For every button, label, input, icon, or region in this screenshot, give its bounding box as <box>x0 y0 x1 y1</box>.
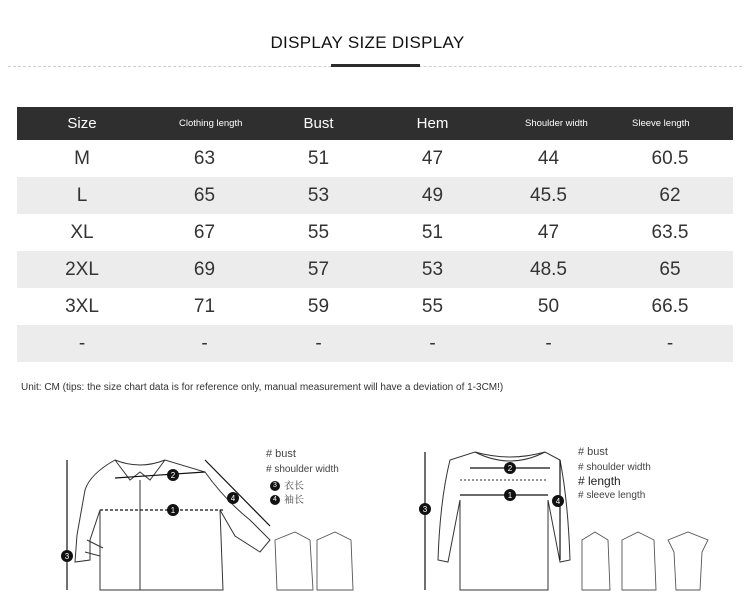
legend-left-bust: # bust <box>266 448 296 460</box>
bust-cell: 59 <box>307 295 330 317</box>
shoulder-width-cell: 44 <box>537 147 560 169</box>
hem-cell: 47 <box>421 147 444 169</box>
column-header-hem: Hem <box>375 107 490 140</box>
hem-cell: 53 <box>375 251 490 288</box>
marker-4: 4 <box>555 497 561 506</box>
legend-left-shoulder-width: # shoulder width <box>266 464 339 475</box>
bust-cell: 51 <box>307 147 330 169</box>
column-header-bust: Bust <box>262 107 375 140</box>
marker-3: 3 <box>422 505 428 514</box>
sleeve-length-cell: - <box>607 325 733 362</box>
bust-cell: 57 <box>262 251 375 288</box>
bust-cell: 55 <box>307 221 330 243</box>
marker-4-badge: 4 <box>270 495 280 505</box>
size-cell: 3XL <box>65 295 99 317</box>
hem-cell: - <box>375 325 490 362</box>
clothing-length-cell: 71 <box>193 295 216 317</box>
legend-right-shoulder-width: # shoulder width <box>578 462 651 473</box>
shoulder-width-cell: 48.5 <box>490 251 607 288</box>
table-row <box>17 214 733 251</box>
clothing-length-cell: 63 <box>193 147 216 169</box>
shoulder-width-cell: 50 <box>537 295 560 317</box>
sweater-measurement-diagram <box>410 440 740 600</box>
clothing-length-cell: 69 <box>147 251 262 288</box>
table-row <box>17 140 733 177</box>
clothing-length-cell: 65 <box>147 177 262 214</box>
sleeve-length-cell: 66.5 <box>651 295 689 317</box>
column-header-clothing-length: Clothing length <box>147 107 262 140</box>
table-header-row <box>17 107 733 140</box>
hem-cell: 51 <box>421 221 444 243</box>
clothing-length-cell: - <box>147 325 262 362</box>
table-row <box>17 288 733 325</box>
table-row <box>17 325 733 362</box>
clothing-length-cell: 67 <box>193 221 216 243</box>
sleeve-length-cell: 60.5 <box>651 147 689 169</box>
hem-cell: 49 <box>375 177 490 214</box>
legend-right-length: # length <box>578 474 621 488</box>
hem-cell: 55 <box>421 295 444 317</box>
size-cell: M <box>74 147 90 169</box>
bust-cell: 53 <box>262 177 375 214</box>
size-table <box>17 107 733 362</box>
size-cell: 2XL <box>17 251 147 288</box>
shoulder-width-cell: 47 <box>537 221 560 243</box>
title-accent-bar <box>331 64 420 67</box>
column-header-shoulder-width: Shoulder width <box>490 107 607 140</box>
column-header-sleeve-length: Sleeve length <box>607 107 733 140</box>
sleeve-length-cell: 65 <box>607 251 733 288</box>
legend-right-sleeve-length: # sleeve length <box>578 490 646 501</box>
marker-2: 2 <box>507 464 513 473</box>
table-row <box>17 177 733 214</box>
bust-cell: - <box>262 325 375 362</box>
sleeve-length-cell: 63.5 <box>651 221 689 243</box>
size-cell: XL <box>70 221 94 243</box>
marker-4: 4 <box>230 494 236 503</box>
sleeve-length-cell: 62 <box>607 177 733 214</box>
marker-2: 2 <box>170 471 176 480</box>
legend-left-item-4: 4 袖长 <box>270 491 304 506</box>
column-header-size: Size <box>17 107 147 140</box>
shoulder-width-cell: - <box>490 325 607 362</box>
marker-1: 1 <box>507 491 513 500</box>
unit-note: Unit: CM (tips: the size chart data is for reference only, manual measurement will have a deviation of 1-3CM!) <box>21 382 504 393</box>
size-cell: - <box>17 325 147 362</box>
table-row <box>17 251 733 288</box>
shoulder-width-cell: 45.5 <box>490 177 607 214</box>
marker-1: 1 <box>170 506 176 515</box>
legend-right-bust: # bust <box>578 446 608 458</box>
legend-left-item-3: 3 衣长 <box>270 477 304 492</box>
marker-3-badge: 3 <box>270 481 280 491</box>
size-cell: L <box>17 177 147 214</box>
page-title: DISPLAY SIZE DISPLAY <box>270 33 465 52</box>
marker-3: 3 <box>64 552 70 561</box>
